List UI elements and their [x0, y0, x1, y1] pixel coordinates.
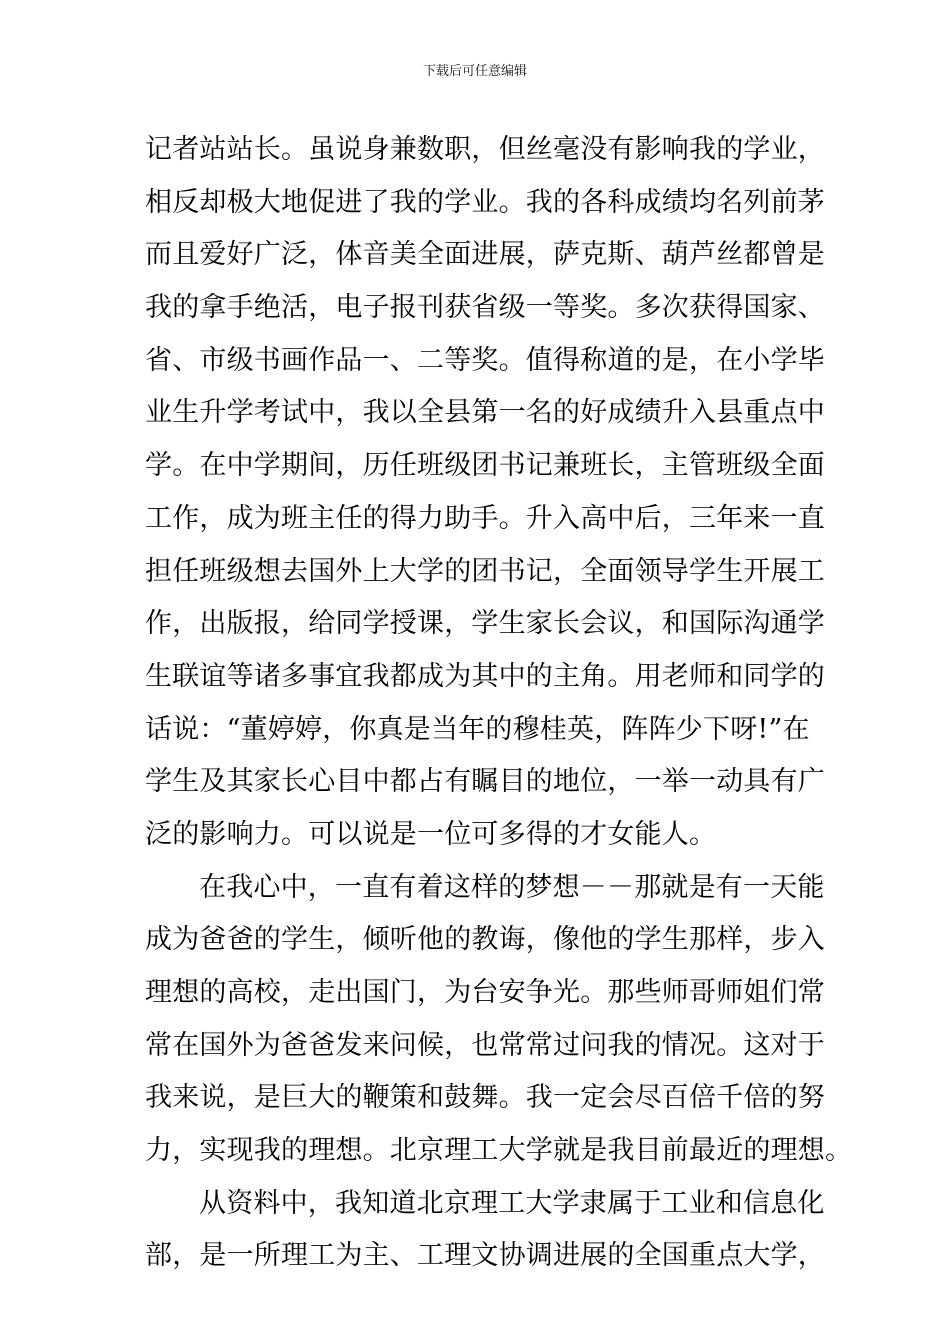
text-line: 业生升学考试中，我以全县第一名的好成绩升入县重点中 [145, 397, 825, 429]
text-line: 省、市级书画作品一、二等奖。值得称道的是，在小学毕 [145, 344, 825, 376]
text-line: 学。在中学期间，历任班级团书记兼班长，主管班级全面 [145, 450, 825, 482]
text-line: 而且爱好广泛，体音美全面进展，萨克斯、葫芦丝都曾是 [145, 239, 825, 271]
text-line: 学生及其家长心目中都占有瞩目的地位，一举一动具有广 [145, 766, 825, 798]
page-header: 下载后可任意编辑 [422, 64, 527, 79]
text-line: 工作，成为班主任的得力助手。升入高中后，三年来一直 [145, 502, 825, 534]
text-line: 成为爸爸的学生，倾听他的教诲，像他的学生那样，步入 [145, 924, 825, 956]
text-line: 在我心中，一直有着这样的梦想－－那就是有一天能 [199, 871, 825, 903]
text-line: 相反却极大地促进了我的学业。我的各科成绩均名列前茅 [145, 186, 825, 218]
text-line: 作，出版报，给同学授课，学生家长会议，和国际沟通学 [145, 608, 825, 640]
text-line: 我来说，是巨大的鞭策和鼓舞。我一定会尽百倍千倍的努 [145, 1082, 825, 1114]
text-line: 从资料中，我知道北京理工大学隶属于工业和信息化 [199, 1187, 825, 1219]
text-line: 担任班级想去国外上大学的团书记，全面领导学生开展工 [145, 555, 825, 587]
text-line: 理想的高校，走出国门，为台安争光。那些师哥师姐们常 [145, 977, 825, 1008]
text-line: 常在国外为爸爸发来问候，也常常过问我的情况。这对于 [145, 1029, 825, 1061]
text-line: 我的拿手绝活，电子报刊获省级一等奖。多次获得国家、 [145, 292, 825, 324]
text-line: 话说：“董婷婷，你真是当年的穆桂英，阵阵少下呀!”在 [145, 713, 810, 745]
text-line: 部，是一所理工为主、工理文协调进展的全国重点大学， [145, 1240, 825, 1272]
document-body [145, 124, 853, 1283]
text-line: 泛的影响力。可以说是一位可多得的才女能人。 [145, 818, 717, 850]
text-line: 生联谊等诸多事宜我都成为其中的主角。用老师和同学的 [145, 660, 825, 692]
text-line: 记者站站长。虽说身兼数职，但丝毫没有影响我的学业， [145, 134, 825, 165]
text-line: 力，实现我的理想。北京理工大学就是我目前最近的理想。 [145, 1135, 853, 1167]
